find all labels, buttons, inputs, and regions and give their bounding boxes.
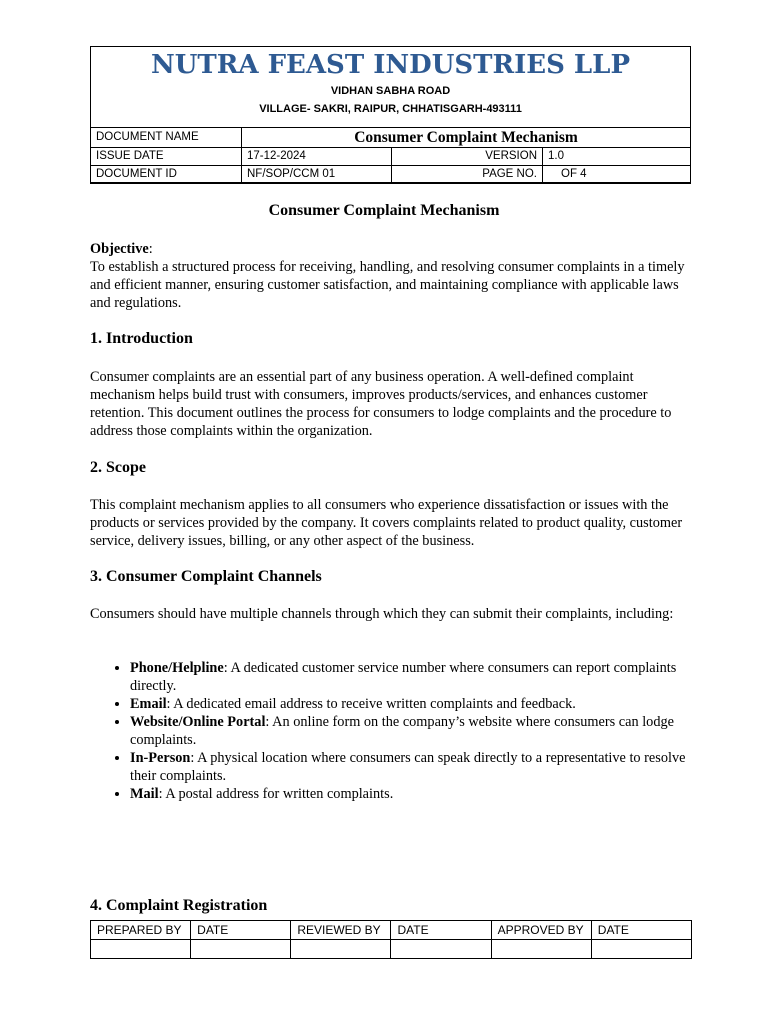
section-heading-scope: 2. Scope [90, 459, 146, 476]
document-name-label: DOCUMENT NAME [91, 128, 242, 148]
approved-by-signature-cell [491, 940, 591, 959]
introduction-paragraph: Consumer complaints are an essential part of any business operation. A well-defined complaint mechanism helps build trust with consumers, improves products/services, and enhances customer retention. This document outlines the process for consumers to lodge complaints and the procedure to address those complaints within the organization. [90, 369, 672, 439]
version-label: VERSION [392, 148, 543, 166]
channels-intro-paragraph: Consumers should have multiple channels through which they can submit their complaints, including: [90, 606, 674, 622]
channel-description: : A postal address for written complaints. [158, 786, 394, 802]
scope-text [90, 496, 690, 550]
issue-date-label: ISSUE DATE [91, 148, 242, 166]
page-no-label: PAGE NO. [392, 166, 543, 184]
channel-name: In-Person [130, 750, 191, 766]
list-item [130, 713, 690, 749]
objective-block [90, 240, 690, 312]
list-item [130, 659, 690, 695]
approved-date-cell [591, 940, 691, 959]
list-item [130, 749, 690, 785]
signature-table [90, 920, 692, 959]
document-title: Consumer Complaint Mechanism [268, 202, 500, 219]
address-line-2: VILLAGE- SAKRI, RAIPUR, CHHATISGARH-493111 [259, 103, 522, 115]
document-meta-table [90, 127, 691, 184]
document-header [90, 46, 691, 183]
page-no-value: OF 4 [543, 166, 691, 184]
section-heading-channels: 3. Consumer Complaint Channels [90, 568, 322, 585]
version-value: 1.0 [543, 148, 691, 166]
objective-text: To establish a structured process for receiving, handling, and resolving consumer complaints in a timely and efficient manner, ensuring customer satisfaction, and maintaining compliance with applicable laws and regulations. [90, 259, 685, 311]
objective-label: Objective [90, 241, 149, 257]
date-label: DATE [391, 921, 491, 940]
channel-name: Mail [130, 786, 159, 802]
channels-list [90, 659, 690, 803]
channel-description: : A dedicated email address to receive written complaints and feedback. [166, 696, 576, 712]
company-name: NUTRA FEAST INDUSTRIES LLP [150, 50, 631, 80]
objective-colon: : [148, 241, 153, 257]
channel-description: : A physical location where consumers can speak directly to a representative to resolve their complaints. [130, 750, 686, 784]
list-item [130, 695, 690, 713]
reviewed-by-label: REVIEWED BY [291, 921, 391, 940]
document-id-value: NF/SOP/CCM 01 [242, 166, 392, 184]
prepared-date-cell [191, 940, 291, 959]
reviewed-date-cell [391, 940, 491, 959]
section-heading-registration: 4. Complaint Registration [90, 897, 268, 914]
date-label: DATE [191, 921, 291, 940]
channel-description: : An online form on the company’s website where consumers can lodge complaints. [130, 714, 674, 748]
channel-description: : A dedicated customer service number where consumers can report complaints directly. [130, 660, 677, 694]
channel-name: Website/Online Portal [130, 714, 266, 730]
reviewed-by-signature-cell [291, 940, 391, 959]
list-item [130, 785, 690, 803]
address-line-1: VIDHAN SABHA ROAD [330, 85, 451, 97]
channels-intro [90, 605, 690, 623]
introduction-text [90, 368, 690, 440]
issue-date-value: 17-12-2024 [242, 148, 392, 166]
scope-paragraph: This complaint mechanism applies to all consumers who experience dissatisfaction or issues with the products or services provided by the company. It covers complaints related to product quality, customer service, delivery issues, billing, or any other aspect of the business. [90, 497, 683, 549]
document-name-value: Consumer Complaint Mechanism [242, 128, 691, 148]
section-heading-introduction: 1. Introduction [90, 330, 193, 347]
channels-list-block [90, 659, 690, 803]
channel-name: Phone/Helpline [130, 660, 224, 676]
approved-by-label: APPROVED BY [491, 921, 591, 940]
channel-name: Email [130, 696, 167, 712]
prepared-by-label: PREPARED BY [91, 921, 191, 940]
prepared-by-signature-cell [91, 940, 191, 959]
date-label: DATE [591, 921, 691, 940]
document-id-label: DOCUMENT ID [91, 166, 242, 184]
